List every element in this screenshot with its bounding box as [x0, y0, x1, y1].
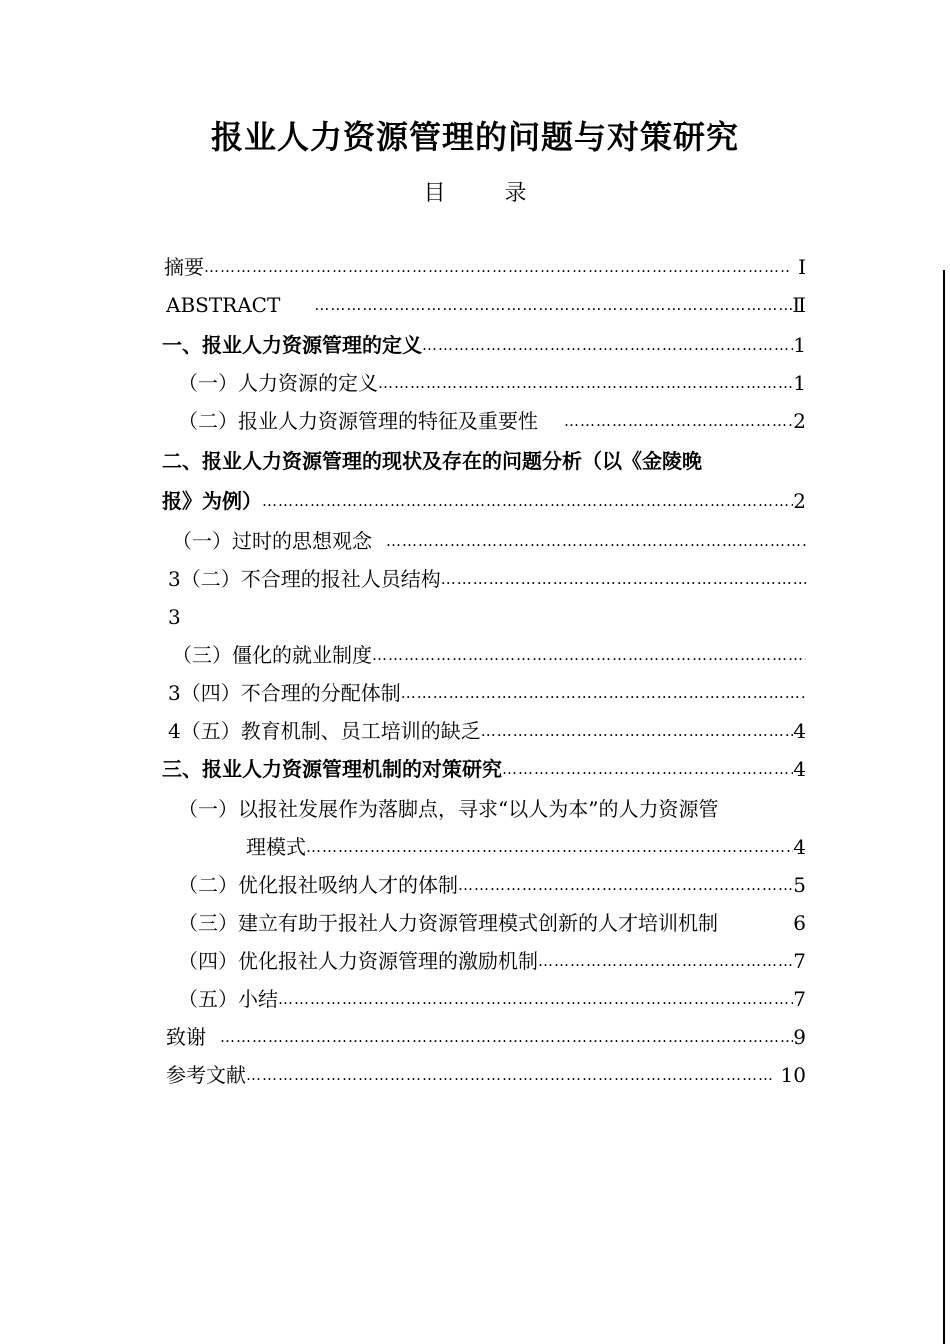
toc-entry-page: 9: [793, 1025, 806, 1049]
toc-entry-3-1-line2[interactable]: [246, 828, 806, 860]
toc-leader: [422, 332, 793, 358]
toc-entry-label: 致谢: [166, 1025, 206, 1049]
toc-leader: [220, 1024, 793, 1050]
toc-entry-page: 5: [793, 873, 806, 897]
toc-entry-label: 理模式: [246, 835, 306, 859]
toc-entry-label: 三、报业人力资源管理机制的对策研究: [162, 757, 502, 781]
toc-entry-3-2[interactable]: [178, 866, 806, 898]
toc-entry-prefix: 3: [168, 681, 181, 705]
toc-entry-2-3[interactable]: [172, 636, 806, 668]
toc-entry-1-2[interactable]: [178, 402, 806, 434]
toc-leader: [262, 488, 793, 514]
toc-leader: [458, 872, 793, 898]
toc-entry-abstract-en[interactable]: [166, 286, 806, 318]
toc-entry-label: （五）教育机制、员工培训的缺乏: [180, 719, 481, 743]
toc-entry-label: 报》为例）: [162, 489, 262, 513]
toc-entry-2-2-page: 3: [168, 605, 181, 629]
toc-leader: [314, 292, 792, 318]
toc-entry-2-1[interactable]: [172, 522, 806, 554]
toc-leader: [564, 408, 793, 434]
toc-entry-label: （二）优化报社吸纳人才的体制: [178, 873, 458, 897]
toc-entry-label: （一）过时的思想观念: [172, 529, 372, 553]
toc-entry-label: （三）僵化的就业制度: [172, 643, 372, 667]
toc-entry-prefix: 3: [168, 567, 181, 591]
toc-leader: [386, 528, 806, 554]
toc-leader: [204, 254, 790, 280]
toc-entry-2-2[interactable]: [168, 560, 806, 592]
toc-leader: [306, 834, 793, 860]
toc-entry-1-1[interactable]: [178, 364, 806, 396]
toc-entry-thanks[interactable]: [166, 1018, 806, 1050]
toc-leader: [378, 370, 793, 396]
toc-entry-page: 4: [793, 719, 806, 743]
toc-entry-page: 6: [793, 911, 806, 935]
toc-entry-page: Ⅰ: [798, 255, 806, 279]
toc-entry-abstract-cn[interactable]: [164, 248, 806, 280]
toc-entry-label: （三）建立有助于报社人力资源管理模式创新的人才培训机制: [178, 911, 718, 935]
toc-entry-label: 摘要: [164, 255, 204, 279]
toc-entry-page: 7: [793, 949, 806, 973]
toc-entry-label: 参考文献: [166, 1063, 246, 1087]
toc-entry-page: 4: [793, 835, 806, 859]
toc-entry-page: 2: [793, 409, 806, 433]
toc-entry-chapter-1[interactable]: [162, 326, 806, 358]
toc-entry-page: 10: [780, 1063, 806, 1087]
toc-entry-chapter-2-line2[interactable]: [162, 482, 806, 514]
toc-entry-references[interactable]: [166, 1056, 806, 1088]
toc-entry-2-4[interactable]: [168, 674, 806, 706]
toc-entry-page: 1: [793, 333, 806, 357]
toc-entry-label: 一、报业人力资源管理的定义: [162, 333, 422, 357]
toc-entry-label: （四）优化报社人力资源管理的激励机制: [178, 949, 538, 973]
toc-entry-3-3[interactable]: [178, 904, 806, 936]
toc-entry-page: 1: [793, 371, 806, 395]
toc-entry-page: 2: [793, 489, 806, 513]
document-title: 报业人力资源管理的问题与对策研究: [210, 118, 739, 156]
toc-leader: [502, 756, 793, 782]
toc-entry-prefix: 4: [168, 719, 181, 743]
toc-leader: [372, 642, 806, 668]
toc-entry-label: （四）不合理的分配体制: [180, 681, 401, 705]
toc-leader: [441, 566, 806, 592]
toc-leader: [538, 948, 793, 974]
toc-entry-chapter-3[interactable]: [162, 750, 806, 782]
page-edge-line: [943, 270, 945, 1344]
toc-entry-3-4[interactable]: [178, 942, 806, 974]
toc-entry-label: （一）人力资源的定义: [178, 371, 378, 395]
toc-entry-label: （五）小结: [178, 987, 278, 1011]
toc-entry-2-5[interactable]: [168, 712, 806, 744]
toc-heading: 目 录: [423, 181, 553, 206]
toc-entry-chapter-2-line1[interactable]: 二、报业人力资源管理的现状及存在的问题分析（以《金陵晚: [162, 449, 702, 473]
toc-entry-page: 7: [793, 987, 806, 1011]
toc-entry-page: Ⅱ: [792, 293, 806, 317]
toc-leader: [481, 718, 794, 744]
toc-entry-page: 4: [793, 757, 806, 781]
toc-entry-3-1-line1[interactable]: （一）以报社发展作为落脚点，寻求“以人为本”的人力资源管: [178, 797, 719, 821]
toc-entry-label: （二）不合理的报社人员结构: [180, 567, 441, 591]
toc-entry-label: ABSTRACT: [166, 293, 281, 317]
toc-leader: [401, 680, 806, 706]
toc-entry-label: （二）报业人力资源管理的特征及重要性: [178, 409, 538, 433]
toc-leader: [278, 986, 793, 1012]
toc-leader: [246, 1062, 775, 1088]
toc-entry-3-5[interactable]: [178, 980, 806, 1012]
